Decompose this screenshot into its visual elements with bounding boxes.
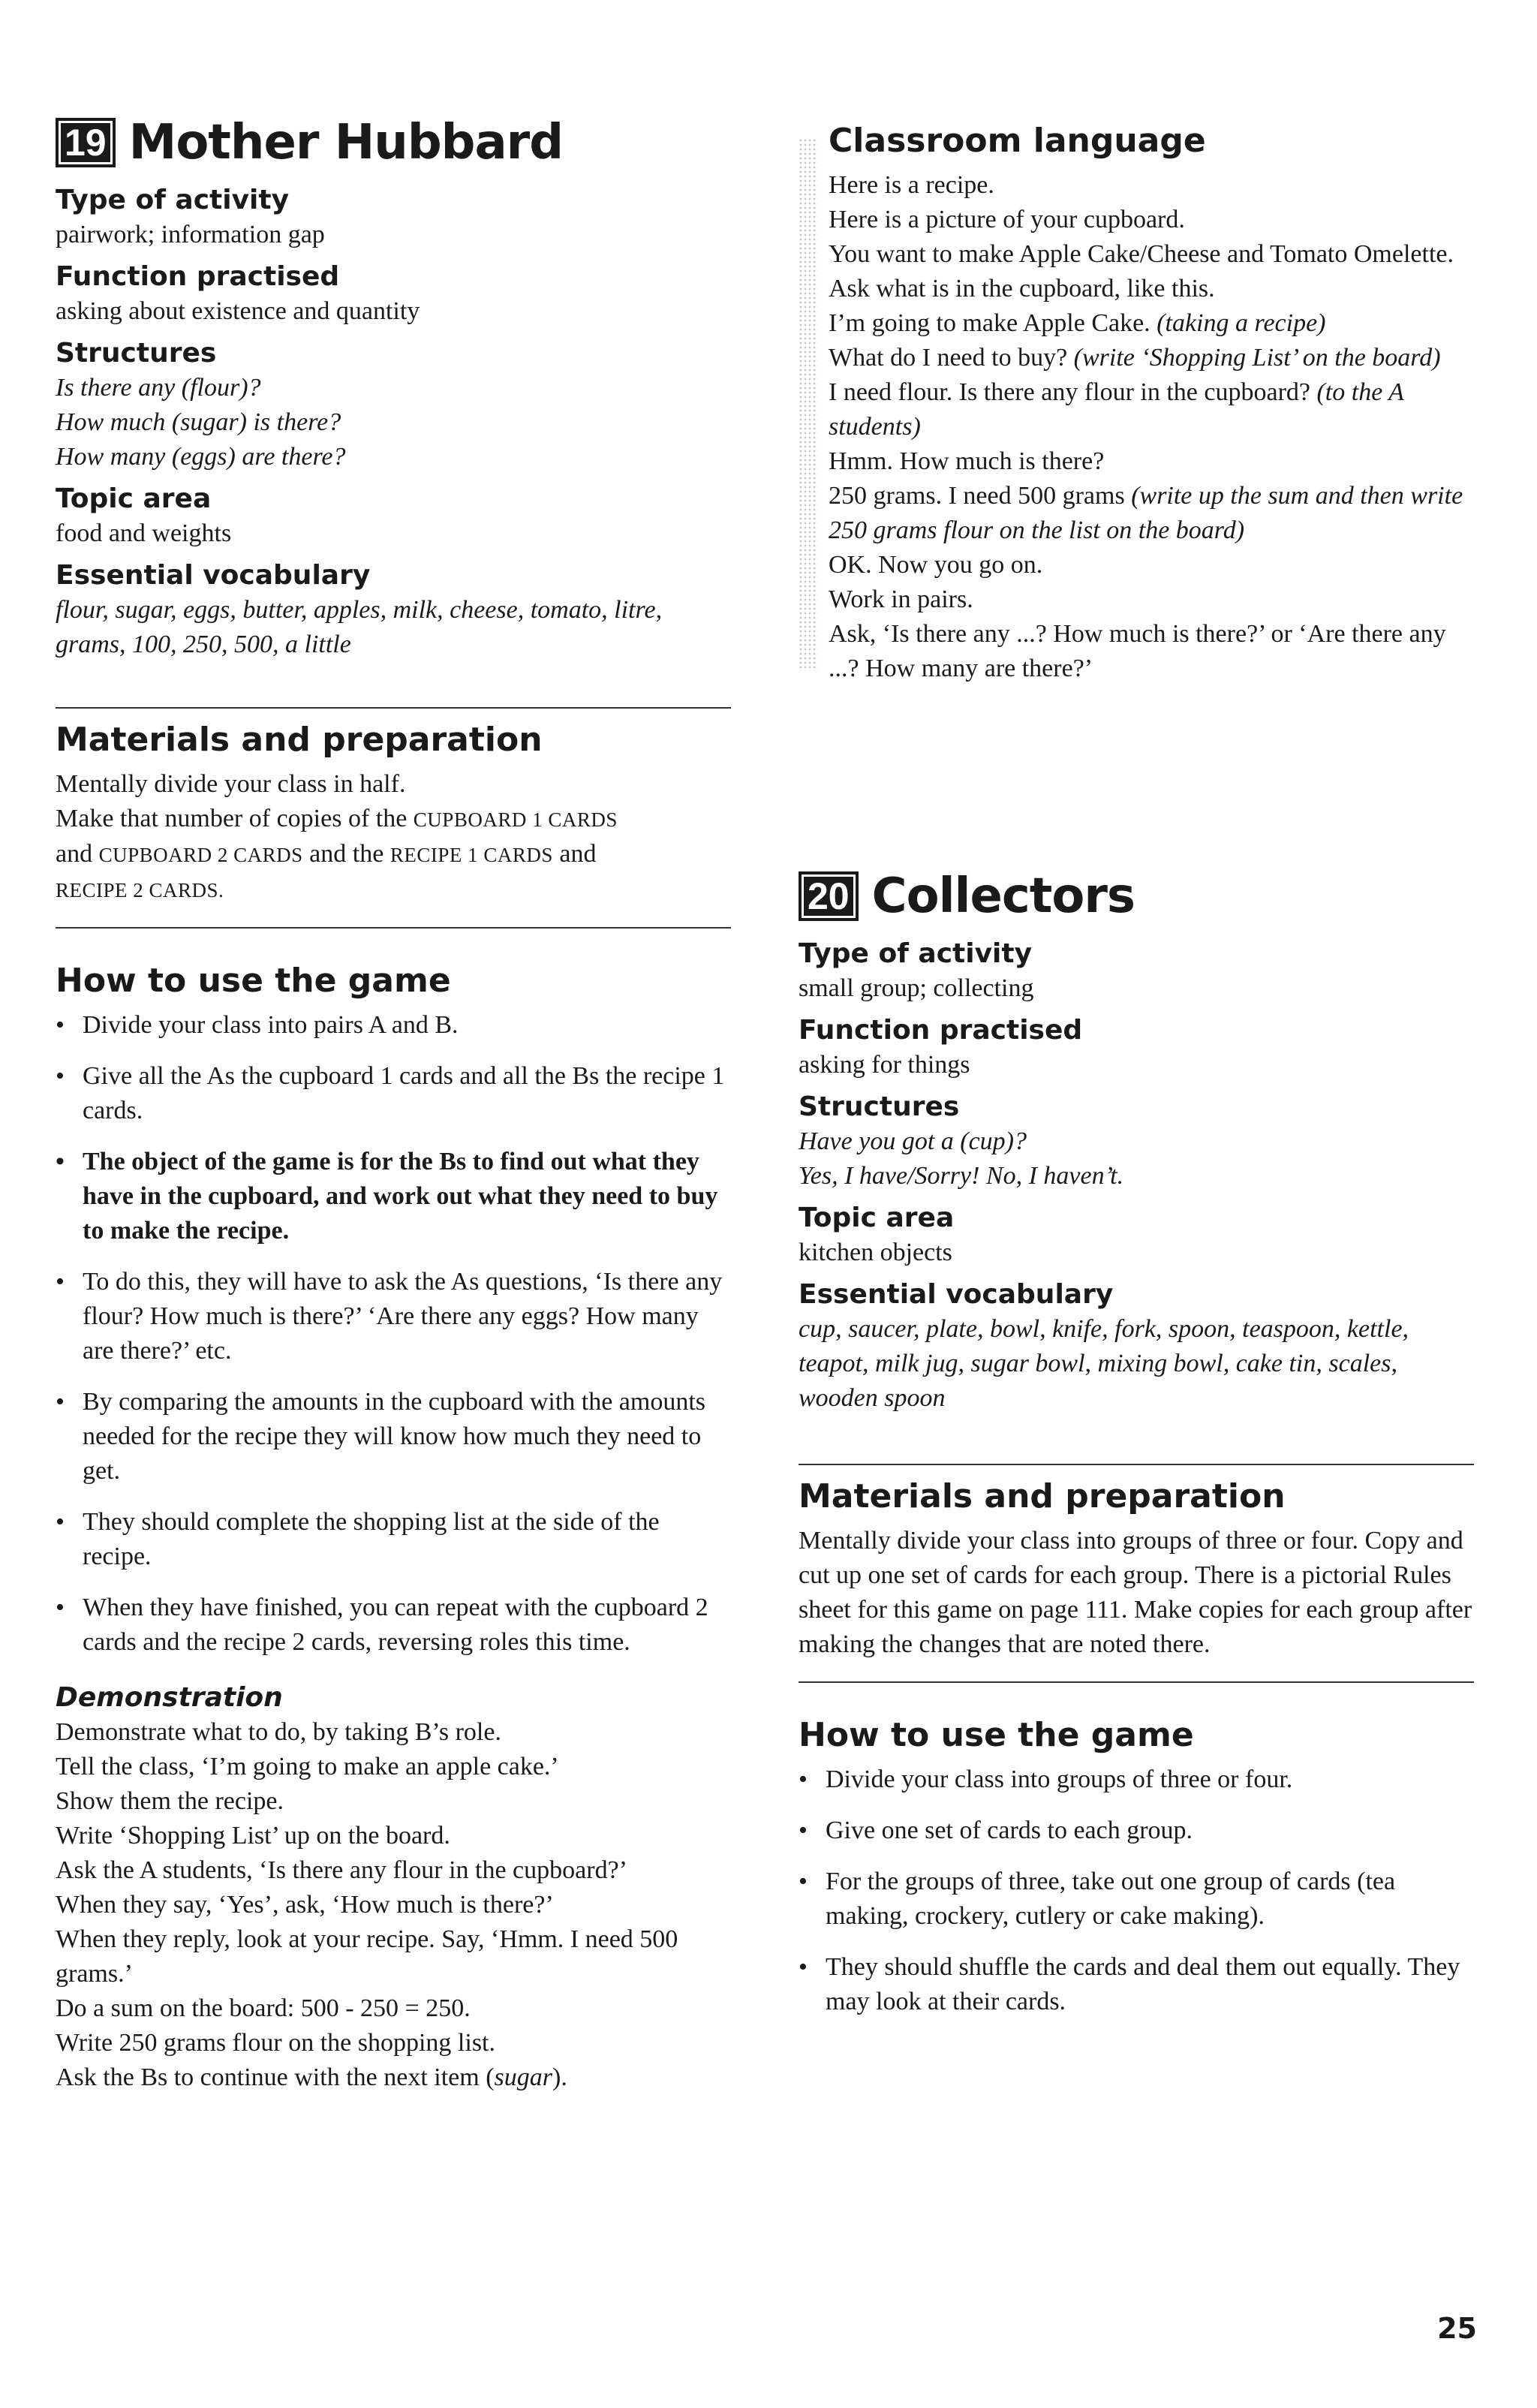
cl-line	[829, 375, 1474, 444]
list-item: • For the groups of three, take out one group of cards (tea making, crockery, cutlery or cake making).	[799, 1865, 1474, 1934]
unit-20-heading	[799, 866, 1474, 926]
howto-title: How to use the game	[56, 962, 451, 1000]
text-span: I’m going to make Apple Cake.	[829, 309, 1157, 337]
list-item: • When they have finished, you can repeat with the cupboard 2 cards and the recipe 2 cards, reversing roles this time.	[56, 1591, 731, 1660]
text-span: and the	[302, 840, 390, 868]
demo-line: When they reply, look at your recipe. Say, ‘Hmm. I need 500 grams.’	[56, 1925, 678, 1988]
text-span: and	[56, 840, 99, 868]
materials-title: Materials and preparation	[799, 1477, 1286, 1516]
unit-title: Collectors	[871, 868, 1135, 924]
unit-19-heading	[56, 113, 731, 173]
demonstration-text	[56, 1715, 731, 2095]
cl-line: Ask what is in the cupboard, like this.	[829, 275, 1215, 303]
cl-line: Here is a recipe.	[829, 171, 994, 199]
cl-line: OK. Now you go on.	[829, 551, 1043, 579]
materials-text: Mentally divide your class into groups of three or four. Copy and cut up one set of cards for each group. There is a pictorial Rules sheet for this game on page 111. Make copies for each group after making the changes that are noted there.	[799, 1527, 1472, 1658]
materials-line	[56, 837, 731, 872]
demonstration-title: Demonstration	[56, 1682, 283, 1713]
text-span: and	[552, 840, 597, 868]
materials-text	[56, 767, 731, 908]
text-span: (write up the sum and then write 250 grams flour on the list on the board)	[829, 482, 1463, 544]
topic-text: food and weights	[56, 519, 232, 547]
dotted-margin-bar	[799, 138, 818, 671]
text-span: (write ‘Shopping List’ on the board)	[1073, 344, 1441, 372]
cl-line	[829, 479, 1474, 548]
unit-title: Mother Hubbard	[128, 115, 563, 170]
demo-line: Show them the recipe.	[56, 1787, 284, 1815]
list-item: • The object of the game is for the Bs to find out what they have in the cupboard, and work out what they need to buy to make the recipe.	[56, 1145, 731, 1248]
demo-line: Write 250 grams flour on the shopping list.	[56, 2029, 496, 2057]
demo-line: Ask the A students, ‘Is there any flour in the cupboard?’	[56, 1856, 627, 1884]
classroom-language-box	[799, 120, 1474, 686]
card-name: RECIPE 2 CARDS.	[56, 879, 224, 901]
demo-line: Tell the class, ‘I’m going to make an apple cake.’	[56, 1753, 559, 1780]
cl-line: Work in pairs.	[829, 585, 973, 613]
type-label: Type of activity	[56, 185, 290, 215]
divider	[56, 927, 731, 929]
vocab-text: cup, saucer, plate, bowl, knife, fork, spoon, teaspoon, kettle, teapot, milk jug, sugar bowl, mixing bowl, cake tin, scales, wooden spoon	[799, 1315, 1409, 1412]
structure-line: Yes, I have/Sorry! No, I haven’t.	[799, 1162, 1124, 1190]
list-item: • Divide your class into pairs A and B.	[56, 1008, 731, 1043]
divider	[799, 1681, 1474, 1683]
materials-line: Mentally divide your class in half.	[56, 770, 406, 798]
structures-label: Structures	[56, 338, 217, 369]
text-span: Ask the Bs to continue with the next item (	[56, 2063, 495, 2091]
cl-line	[829, 341, 1474, 375]
text-span: 250 grams. I need 500 grams	[829, 482, 1132, 510]
vocab-label: Essential vocabulary	[56, 560, 371, 591]
structure-line: Have you got a (cup)?	[799, 1127, 1027, 1155]
howto-list	[799, 1762, 1474, 2019]
topic-text: kitchen objects	[799, 1239, 952, 1266]
demo-line: Write ‘Shopping List’ up on the board.	[56, 1822, 450, 1850]
demo-line: Demonstrate what to do, by taking B’s role.	[56, 1718, 501, 1746]
cl-line: Ask, ‘Is there any ...? How much is there?’ or ‘Are there any ...? How many are there?’	[829, 620, 1446, 682]
cl-line: Hmm. How much is there?	[829, 447, 1105, 475]
list-item: • Give all the As the cupboard 1 cards and all the Bs the recipe 1 cards.	[56, 1059, 731, 1128]
materials-line	[56, 802, 731, 837]
card-name: CUPBOARD 2 CARDS	[98, 844, 303, 866]
divider	[799, 1464, 1474, 1465]
structure-line: Is there any (flour)?	[56, 374, 261, 402]
text-span: What do I need to buy?	[829, 344, 1074, 372]
materials-line	[56, 872, 731, 908]
classroom-language-title: Classroom language	[829, 122, 1206, 160]
left-column	[56, 113, 731, 2095]
materials-title: Materials and preparation	[56, 721, 543, 759]
text-span: sugar	[494, 2063, 552, 2091]
howto-list	[56, 1008, 731, 1660]
structure-line: How many (eggs) are there?	[56, 443, 346, 471]
cl-line	[829, 306, 1474, 341]
list-item: • To do this, they will have to ask the As questions, ‘Is there any flour? How much is there?’ ‘Are there any eggs? How many are there?’ etc.	[56, 1265, 731, 1368]
demo-line	[56, 2060, 731, 2095]
demo-line: When they say, ‘Yes’, ask, ‘How much is there?’	[56, 1891, 554, 1919]
text-span: (taking a recipe)	[1157, 309, 1326, 337]
card-name: RECIPE 1 CARDS	[390, 844, 553, 866]
list-item: • They should shuffle the cards and deal them out equally. They may look at their cards.	[799, 1950, 1474, 2019]
type-text: pairwork; information gap	[56, 221, 325, 248]
text-span: I need flour. Is there any flour in the cupboard?	[829, 378, 1317, 406]
list-item: • Give one set of cards to each group.	[799, 1814, 1474, 1848]
text-span: ).	[552, 2063, 567, 2091]
page-number: 25	[1437, 2312, 1477, 2345]
function-label: Function practised	[799, 1015, 1083, 1046]
classroom-language-text	[829, 168, 1474, 686]
card-name: CUPBOARD 1 CARDS	[413, 808, 618, 831]
unit-number-badge: 20	[799, 871, 859, 921]
type-label: Type of activity	[799, 938, 1033, 969]
unit-number-badge: 19	[56, 118, 116, 167]
structure-line: How much (sugar) is there?	[56, 408, 341, 436]
structures-label: Structures	[799, 1091, 960, 1122]
type-text: small group; collecting	[799, 974, 1034, 1002]
list-item: • They should complete the shopping list at the side of the recipe.	[56, 1505, 731, 1574]
text-span: (to the A students)	[829, 378, 1404, 441]
list-item: • By comparing the amounts in the cupboard with the amounts needed for the recipe they will know how much they need to get.	[56, 1385, 731, 1488]
vocab-text: flour, sugar, eggs, butter, apples, milk, cheese, tomato, litre, grams, 100, 250, 500, a little	[56, 596, 663, 658]
cl-line: Here is a picture of your cupboard.	[829, 206, 1185, 233]
text-span: Make that number of copies of the	[56, 805, 414, 832]
function-text: asking for things	[799, 1051, 970, 1079]
cl-line: You want to make Apple Cake/Cheese and Tomato Omelette.	[829, 240, 1454, 268]
list-item: • Divide your class into groups of three or four.	[799, 1762, 1474, 1797]
function-label: Function practised	[56, 261, 340, 292]
vocab-label: Essential vocabulary	[799, 1279, 1114, 1310]
divider	[56, 707, 731, 709]
demo-line: Do a sum on the board: 500 - 250 = 250.	[56, 1994, 471, 2022]
right-column	[799, 113, 1474, 2036]
function-text: asking about existence and quantity	[56, 297, 420, 325]
topic-label: Topic area	[56, 483, 212, 514]
topic-label: Topic area	[799, 1202, 955, 1233]
howto-title: How to use the game	[799, 1716, 1194, 1754]
